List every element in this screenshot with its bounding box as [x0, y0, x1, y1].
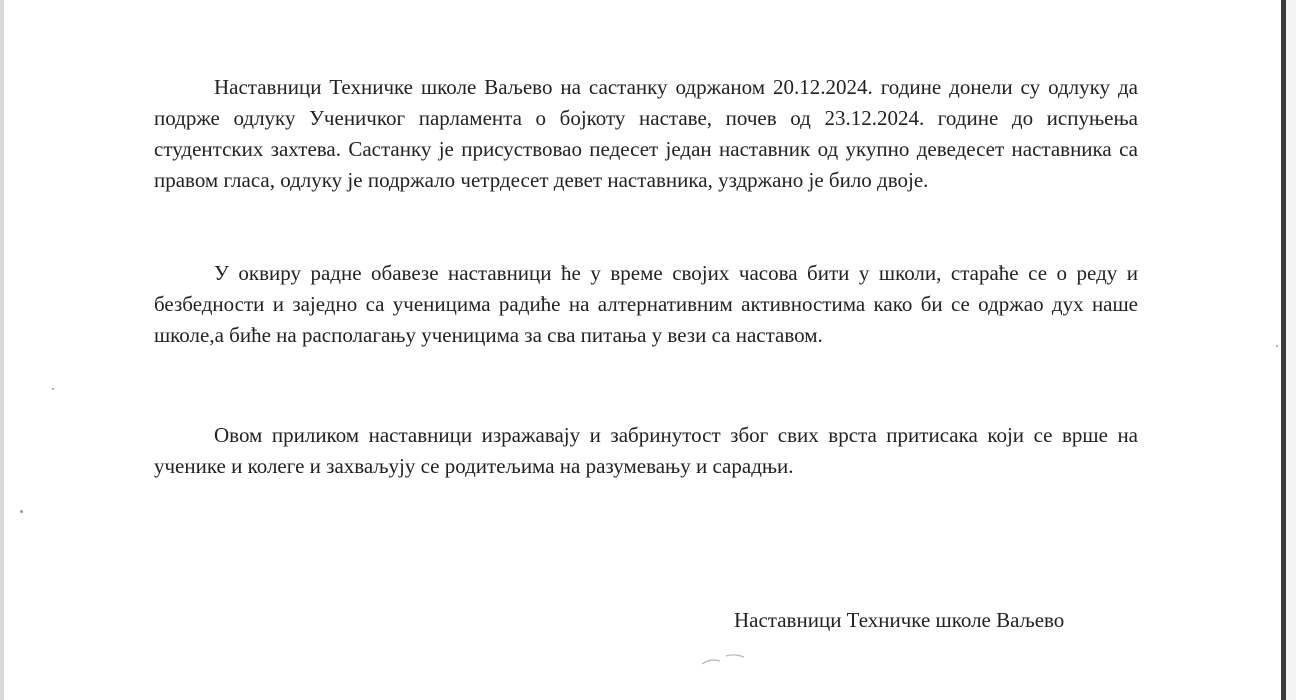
- paragraph-decision: Наставници Техничке школе Ваљево на састанку одржаном 20.12.2024. године донели су одлуку да подрже одлуку Ученичког парламента о бојкоту наставе, почев од 23.12.2024. године до испуњења студентских захтева. Састанку је присуствовао педесет један наставник од укупно деведесет наставника са правом гласа, одлуку је подржало четрдесет девет наставника, уздржано је било двоје.: [154, 75, 1138, 192]
- paragraph-duties: У оквиру радне обавезе наставници ће у време својих часова бити у школи, стараће се о реду и безбедности и заједно са ученицима радиће на алтернативним активностима како би се одржао дух наше школе,а биће на располагању ученицима за сва питања у вези са наставом.: [154, 261, 1138, 347]
- page-right-margin: [1286, 0, 1296, 700]
- paragraph-concern: Овом приликом наставници изражавају и забринутост због свих врста притисака који се врше на ученике и колеге и захваљују се родитељима на разумевању и сарадњи.: [154, 423, 1138, 478]
- signature-line: Наставници Техничке школе Ваљево: [734, 608, 1065, 632]
- page-left-edge: [0, 0, 4, 700]
- signature-scribble: [700, 650, 748, 668]
- scan-speck: [1276, 345, 1278, 347]
- scan-speck: [20, 510, 23, 513]
- scan-speck: [52, 388, 54, 390]
